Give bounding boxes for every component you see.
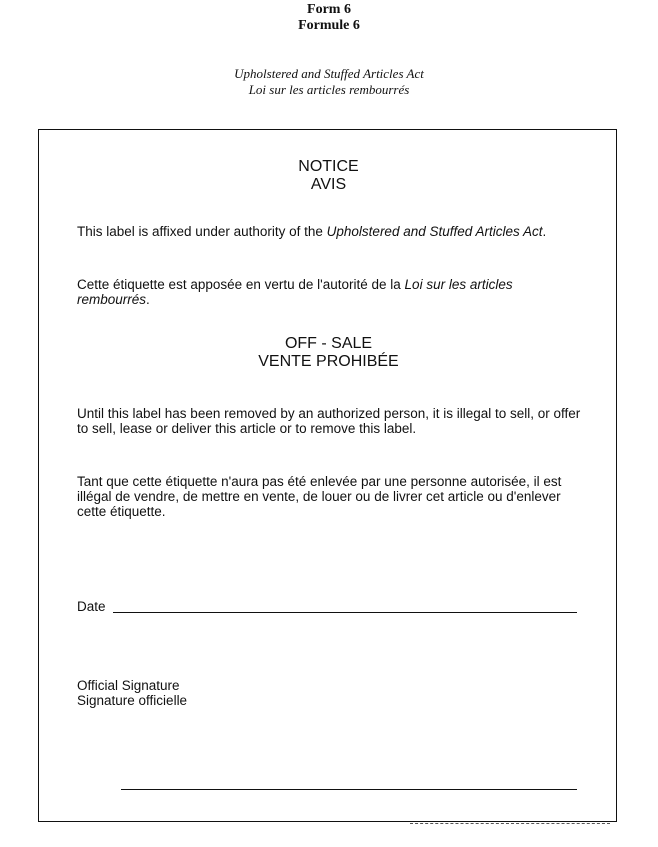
label-edge-mark-bottom [410, 823, 610, 824]
authority-fr-suffix: . [146, 292, 150, 307]
signature-label-en: Official Signature [77, 678, 180, 693]
off-sale-heading [39, 335, 618, 371]
notice-heading-en: NOTICE [298, 158, 359, 175]
act-title-fr: Loi sur les articles rembourrés [248, 82, 410, 97]
form-number-fr: Formule 6 [298, 18, 360, 33]
authority-fr-act: Loi sur les articles rembourrés [77, 277, 513, 307]
act-title-en: Upholstered and Stuffed Articles Act [234, 66, 424, 81]
act-title [0, 66, 658, 98]
authority-en-act: Upholstered and Stuffed Articles Act [326, 224, 543, 239]
off-sale-heading-en: OFF - SALE [284, 335, 373, 352]
authority-fr-prefix: Cette étiquette est apposée en vertu de l'autorité de la [77, 277, 405, 292]
notice-heading-fr: AVIS [310, 176, 347, 193]
notice-heading [39, 158, 618, 194]
signature-line[interactable] [121, 789, 577, 790]
signature-label [77, 678, 187, 708]
date-line[interactable] [113, 612, 577, 613]
authority-en-prefix: This label is affixed under authority of the [77, 224, 327, 239]
authority-text-en [77, 224, 587, 239]
form-number-en: Form 6 [307, 2, 351, 17]
off-sale-text-en: Until this label has been removed by an authorized person, it is illegal to sell, or offer to sell, lease or deliver this article or to remove this label. [77, 406, 581, 436]
authority-text-fr [77, 277, 587, 307]
signature-label-fr: Signature officielle [77, 693, 188, 708]
notice-label [38, 129, 617, 822]
form-number [0, 2, 658, 34]
authority-en-suffix: . [542, 224, 547, 239]
date-label: Date [77, 599, 106, 614]
off-sale-heading-fr: VENTE PROHIBÉE [258, 353, 399, 370]
off-sale-text-fr: Tant que cette étiquette n'aura pas été enlevée par une personne autorisée, il est illégal de vendre, de mettre en vente, de louer ou de livrer cet article ou d'enlever cette étiquette. [77, 474, 562, 519]
